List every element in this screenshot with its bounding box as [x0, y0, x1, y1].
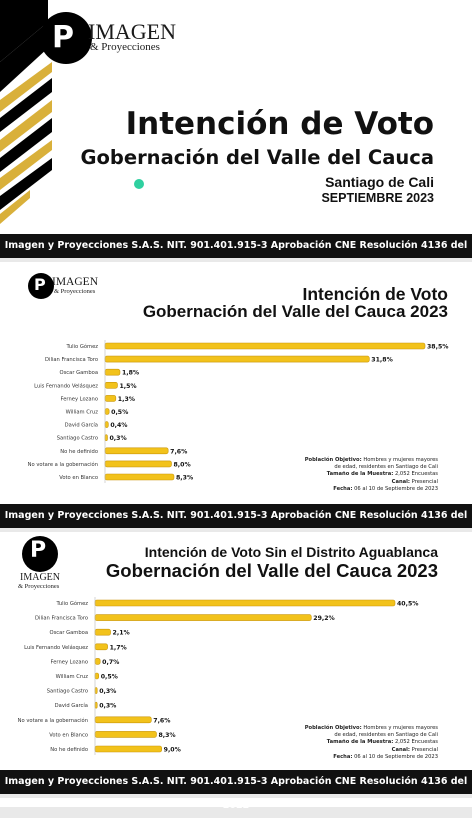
cover-slide	[0, 0, 472, 258]
brand-name: IMAGEN	[52, 276, 98, 288]
value-label: 8,3%	[158, 731, 176, 739]
bar	[105, 369, 120, 375]
category-label: William Cruz	[65, 409, 98, 416]
date-line: Fecha: 06 al 10 de Septiembre de 2023	[333, 753, 438, 760]
bar	[95, 644, 108, 650]
value-label: 40,5%	[397, 600, 419, 608]
value-label: 29,2%	[313, 615, 335, 623]
bar	[95, 600, 395, 606]
category-label: Oscar Gamboa	[59, 370, 98, 377]
bar	[105, 382, 117, 388]
category-label: Ferney Lozano	[60, 396, 98, 403]
value-label: 38,5%	[427, 343, 449, 351]
value-label: 8,3%	[175, 474, 194, 482]
bar	[105, 422, 108, 428]
category-label: No votare a la gobernación	[17, 717, 88, 724]
objective-line: Población Objetivo: Hombres y mujeres mayores	[304, 457, 438, 463]
value-label: 7,6%	[153, 717, 171, 725]
brand-name: IMAGEN	[20, 572, 60, 583]
footer-bar: Imagen y Proyecciones S.A.S. NIT. 901.401.915-3 Aprobación CNE Resolución 4136 del	[0, 770, 472, 794]
value-label: 2,1%	[112, 629, 130, 637]
bar	[95, 746, 162, 752]
value-label: 0,7%	[102, 658, 120, 666]
value-label: 1,8%	[121, 369, 140, 377]
value-label: 0,3%	[109, 435, 127, 443]
date-line: Fecha: 06 al 10 de Septiembre de 2023	[333, 485, 438, 492]
value-label: 0,5%	[111, 409, 129, 416]
channel-line: Canal: Presencial	[391, 746, 438, 753]
objective-line: Población Objetivo: Hombres y mujeres mayores	[304, 725, 438, 731]
logo-ip-icon: Ρ	[34, 275, 46, 294]
bar	[95, 615, 311, 621]
value-label: 9,0%	[163, 746, 181, 754]
value-label: 31,8%	[371, 356, 393, 364]
value-label: 0,4%	[110, 422, 128, 430]
category-label: Dilian Francisca Toro	[35, 615, 88, 622]
category-label: No votare a la gobernación	[27, 461, 98, 468]
category-label: Tulio Gómez	[66, 344, 98, 350]
category-label: Ferney Lozano	[50, 659, 88, 666]
bar	[95, 673, 99, 679]
bar	[95, 731, 156, 737]
footer-bar: Imagen y Proyecciones S.A.S. NIT. 901.401.915-3 Aprobación CNE Resolución 4136 del	[0, 234, 472, 258]
methodology-note	[278, 725, 438, 761]
objective-line-2: de edad, residentes en Santiago de Cali	[334, 464, 438, 471]
bar	[105, 343, 425, 349]
channel-line: Canal: Presencial	[391, 478, 438, 485]
value-label: 8,0%	[173, 461, 191, 469]
bar	[105, 461, 171, 467]
sample-line: Tamaño de la Muestra: 2,052 Encuestas	[326, 739, 438, 746]
bar	[105, 448, 168, 454]
value-label: 1,5%	[119, 382, 137, 390]
category-label: Luis Fernando Velásquez	[34, 383, 98, 390]
category-label: Santiago Castro	[56, 435, 98, 442]
cover-date: SEPTIEMBRE 2023	[321, 191, 434, 205]
bar	[105, 395, 116, 401]
bar	[95, 702, 97, 708]
bar	[95, 658, 100, 664]
category-label: Dilian Francisca Toro	[45, 357, 98, 364]
category-label: Santiago Castro	[46, 688, 88, 695]
bar	[95, 688, 97, 694]
chart-title: Intención de Voto	[302, 284, 448, 304]
methodology-note	[278, 457, 438, 493]
green-dot	[134, 179, 144, 189]
logo-ip-icon: Ρ	[30, 538, 47, 563]
chart-slide-1	[0, 262, 472, 528]
cover-city: Santiago de Cali	[325, 174, 434, 190]
brand-subtitle: & Proyecciones	[18, 583, 60, 590]
logo-ip-icon: Ρ	[52, 20, 74, 55]
brand-subtitle: & Proyecciones	[54, 288, 96, 295]
bar	[95, 629, 111, 635]
bar	[105, 356, 369, 362]
category-label: Voto en Blanco	[59, 475, 98, 481]
chart-slide-2	[0, 532, 472, 794]
category-label: Tulio Gómez	[56, 601, 88, 607]
category-label: No he definido	[50, 747, 88, 753]
chart-title: Intención de Voto Sin el Distrito Aguablanca	[144, 544, 438, 560]
value-label: 1,3%	[117, 395, 135, 403]
category-label: Voto en Blanco	[49, 732, 88, 739]
category-label: Oscar Gamboa	[49, 630, 88, 637]
sample-line: Tamaño de la Muestra: 2,052 Encuestas	[326, 471, 438, 478]
next-slide-edge	[0, 798, 472, 807]
category-label: David García	[64, 422, 98, 429]
value-label: 1,7%	[109, 644, 127, 652]
cover-title: Intención de Voto	[125, 106, 434, 142]
chart-subtitle: Gobernación del Valle del Cauca 2023	[105, 560, 438, 581]
value-label: 0,3%	[99, 702, 117, 710]
category-label: Luis Fernando Velásquez	[24, 644, 88, 651]
objective-line-2: de edad, residentes en Santiago de Cali	[334, 732, 438, 739]
category-label: No he definido	[60, 448, 98, 455]
chart-subtitle: Gobernación del Valle del Cauca 2023	[142, 302, 448, 321]
value-label: 7,6%	[170, 448, 188, 456]
category-label: David García	[54, 703, 88, 710]
brand-subtitle: & Proyecciones	[90, 41, 160, 53]
bar	[95, 717, 151, 723]
bar	[105, 435, 107, 441]
value-label: 0,5%	[100, 673, 118, 681]
brand-name: IMAGEN	[88, 19, 176, 44]
footer-bar: Imagen y Proyecciones S.A.S. NIT. 901.401.915-3 Aprobación CNE Resolución 4136 del	[0, 504, 472, 528]
bar	[105, 409, 109, 415]
category-label: William Cruz	[55, 674, 88, 680]
value-label: 0,3%	[99, 688, 117, 696]
bar	[105, 474, 174, 480]
cover-subtitle: Gobernación del Valle del Cauca	[80, 146, 434, 169]
